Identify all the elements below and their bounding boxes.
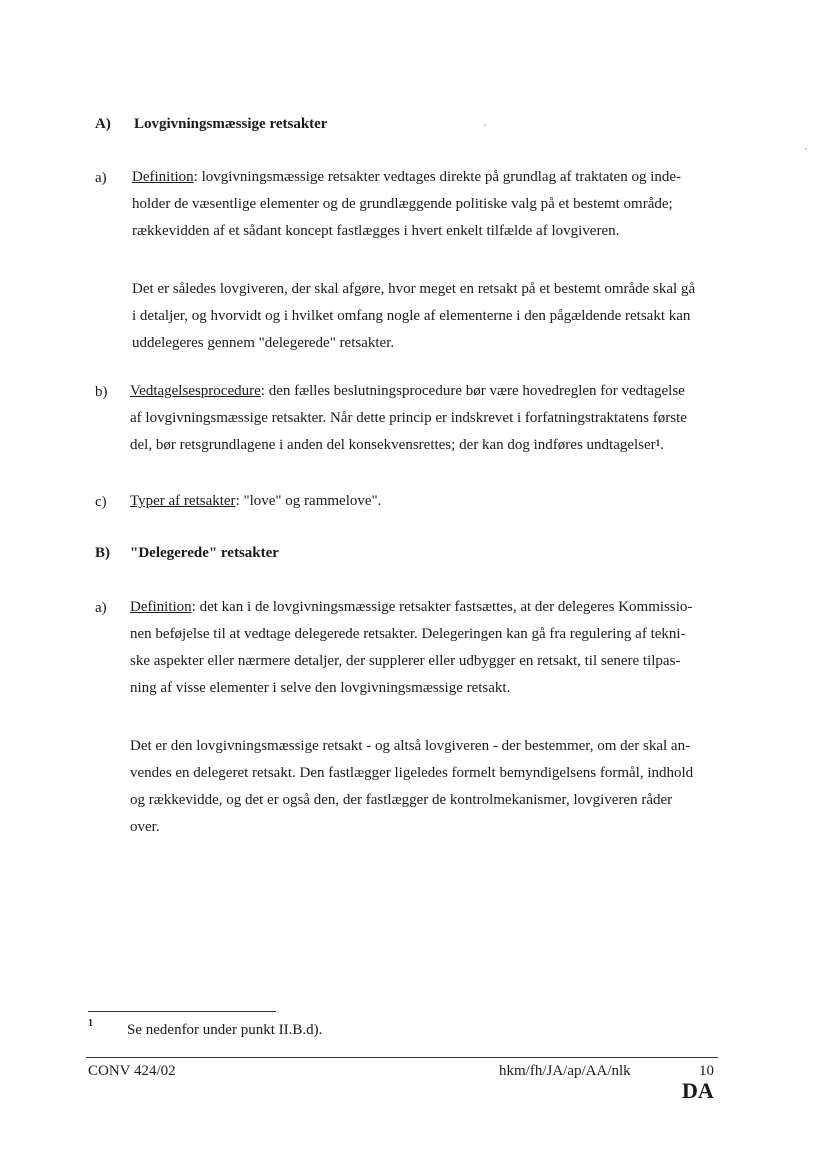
definition-paragraph: Definition: lovgivningsmæssige retsakter vedtages direkte på grundlag af traktaten og inde- holder de væsentlige elementer og de grundlæggende politiske valg på et bestemt område; rækkevidden af et sådant koncept fastlægges i hvert enkelt tilfælde af lovgiveren. xyxy=(132,169,682,239)
paragraph: Det er den lovgivningsmæssige retsakt - og altså lovgiveren - der bestemmer, om der skal an- vendes en delegeret retsakt. Den fastlægger ligeledes formelt bemyndigelsens formål, indhold og rækkevidde, og det er også den, der fastlægger de kontrolmekanismer, lovgiveren råder over. xyxy=(130,738,694,835)
item-label: b) xyxy=(95,384,108,400)
item-label: a) xyxy=(95,170,107,186)
footer-divider xyxy=(86,1057,718,1058)
paragraph: Det er således lovgiveren, der skal afgøre, hvor meget en retsakt på et bestemt område skal gå i detaljer, og hvorvidt og i hvilket omfang nogle af elementerne i den pågældende retsakt kan uddelegeres gennem "delegerede" retsakter. xyxy=(132,281,696,351)
term: Definition xyxy=(132,169,194,185)
footnote-divider xyxy=(88,1011,276,1012)
language-code: DA xyxy=(682,1078,714,1103)
scan-speck xyxy=(484,124,486,126)
section-b-label: B) xyxy=(95,545,110,561)
footnote-text: Se nedenfor under punkt II.B.d). xyxy=(127,1022,323,1038)
procedure-paragraph: Vedtagelsesprocedure: den fælles beslutningsprocedure bør være hovedreglen for vedtagelse af lovgivningsmæssige retsakter. Når dette princip er indskrevet i forfatningstraktatens første del, bør retsgrundlagene i anden del konsekvensrettes; der kan dog indføres undtagelser$^1$. xyxy=(130,383,687,453)
footnote-ref[interactable]: 1 xyxy=(655,438,661,448)
page-number: 10 xyxy=(699,1063,714,1079)
term: Vedtagelsesprocedure xyxy=(130,383,261,399)
section-a-label: A) xyxy=(95,116,111,132)
item-label: c) xyxy=(95,494,107,510)
item-label: a) xyxy=(95,600,107,616)
types-paragraph: Typer af retsakter: "love" og rammelove". xyxy=(130,493,382,509)
section-a-title: Lovgivningsmæssige retsakter xyxy=(134,116,328,132)
section-b-title: "Delegerede" retsakter xyxy=(130,545,279,561)
footnote-number: 1 xyxy=(88,1018,93,1029)
doc-reference: CONV 424/02 xyxy=(88,1063,176,1079)
author-initials: hkm/fh/JA/ap/AA/nlk xyxy=(499,1063,631,1079)
definition-paragraph: Definition: det kan i de lovgivningsmæssige retsakter fastsættes, at der delegeres Kommissio- nen beføjelse til at vedtage delegerede retsakter. Delegeringen kan gå fra regulering af tekni- ske aspekter eller nærmere detaljer, der supplerer eller udbygger en retsakt, til senere tilpas- ning af visse elementer i selve den lovgivningsmæssige retsakt. xyxy=(130,599,693,696)
term: Typer af retsakter xyxy=(130,493,236,509)
term: Definition xyxy=(130,599,192,615)
scan-speck xyxy=(805,148,807,150)
